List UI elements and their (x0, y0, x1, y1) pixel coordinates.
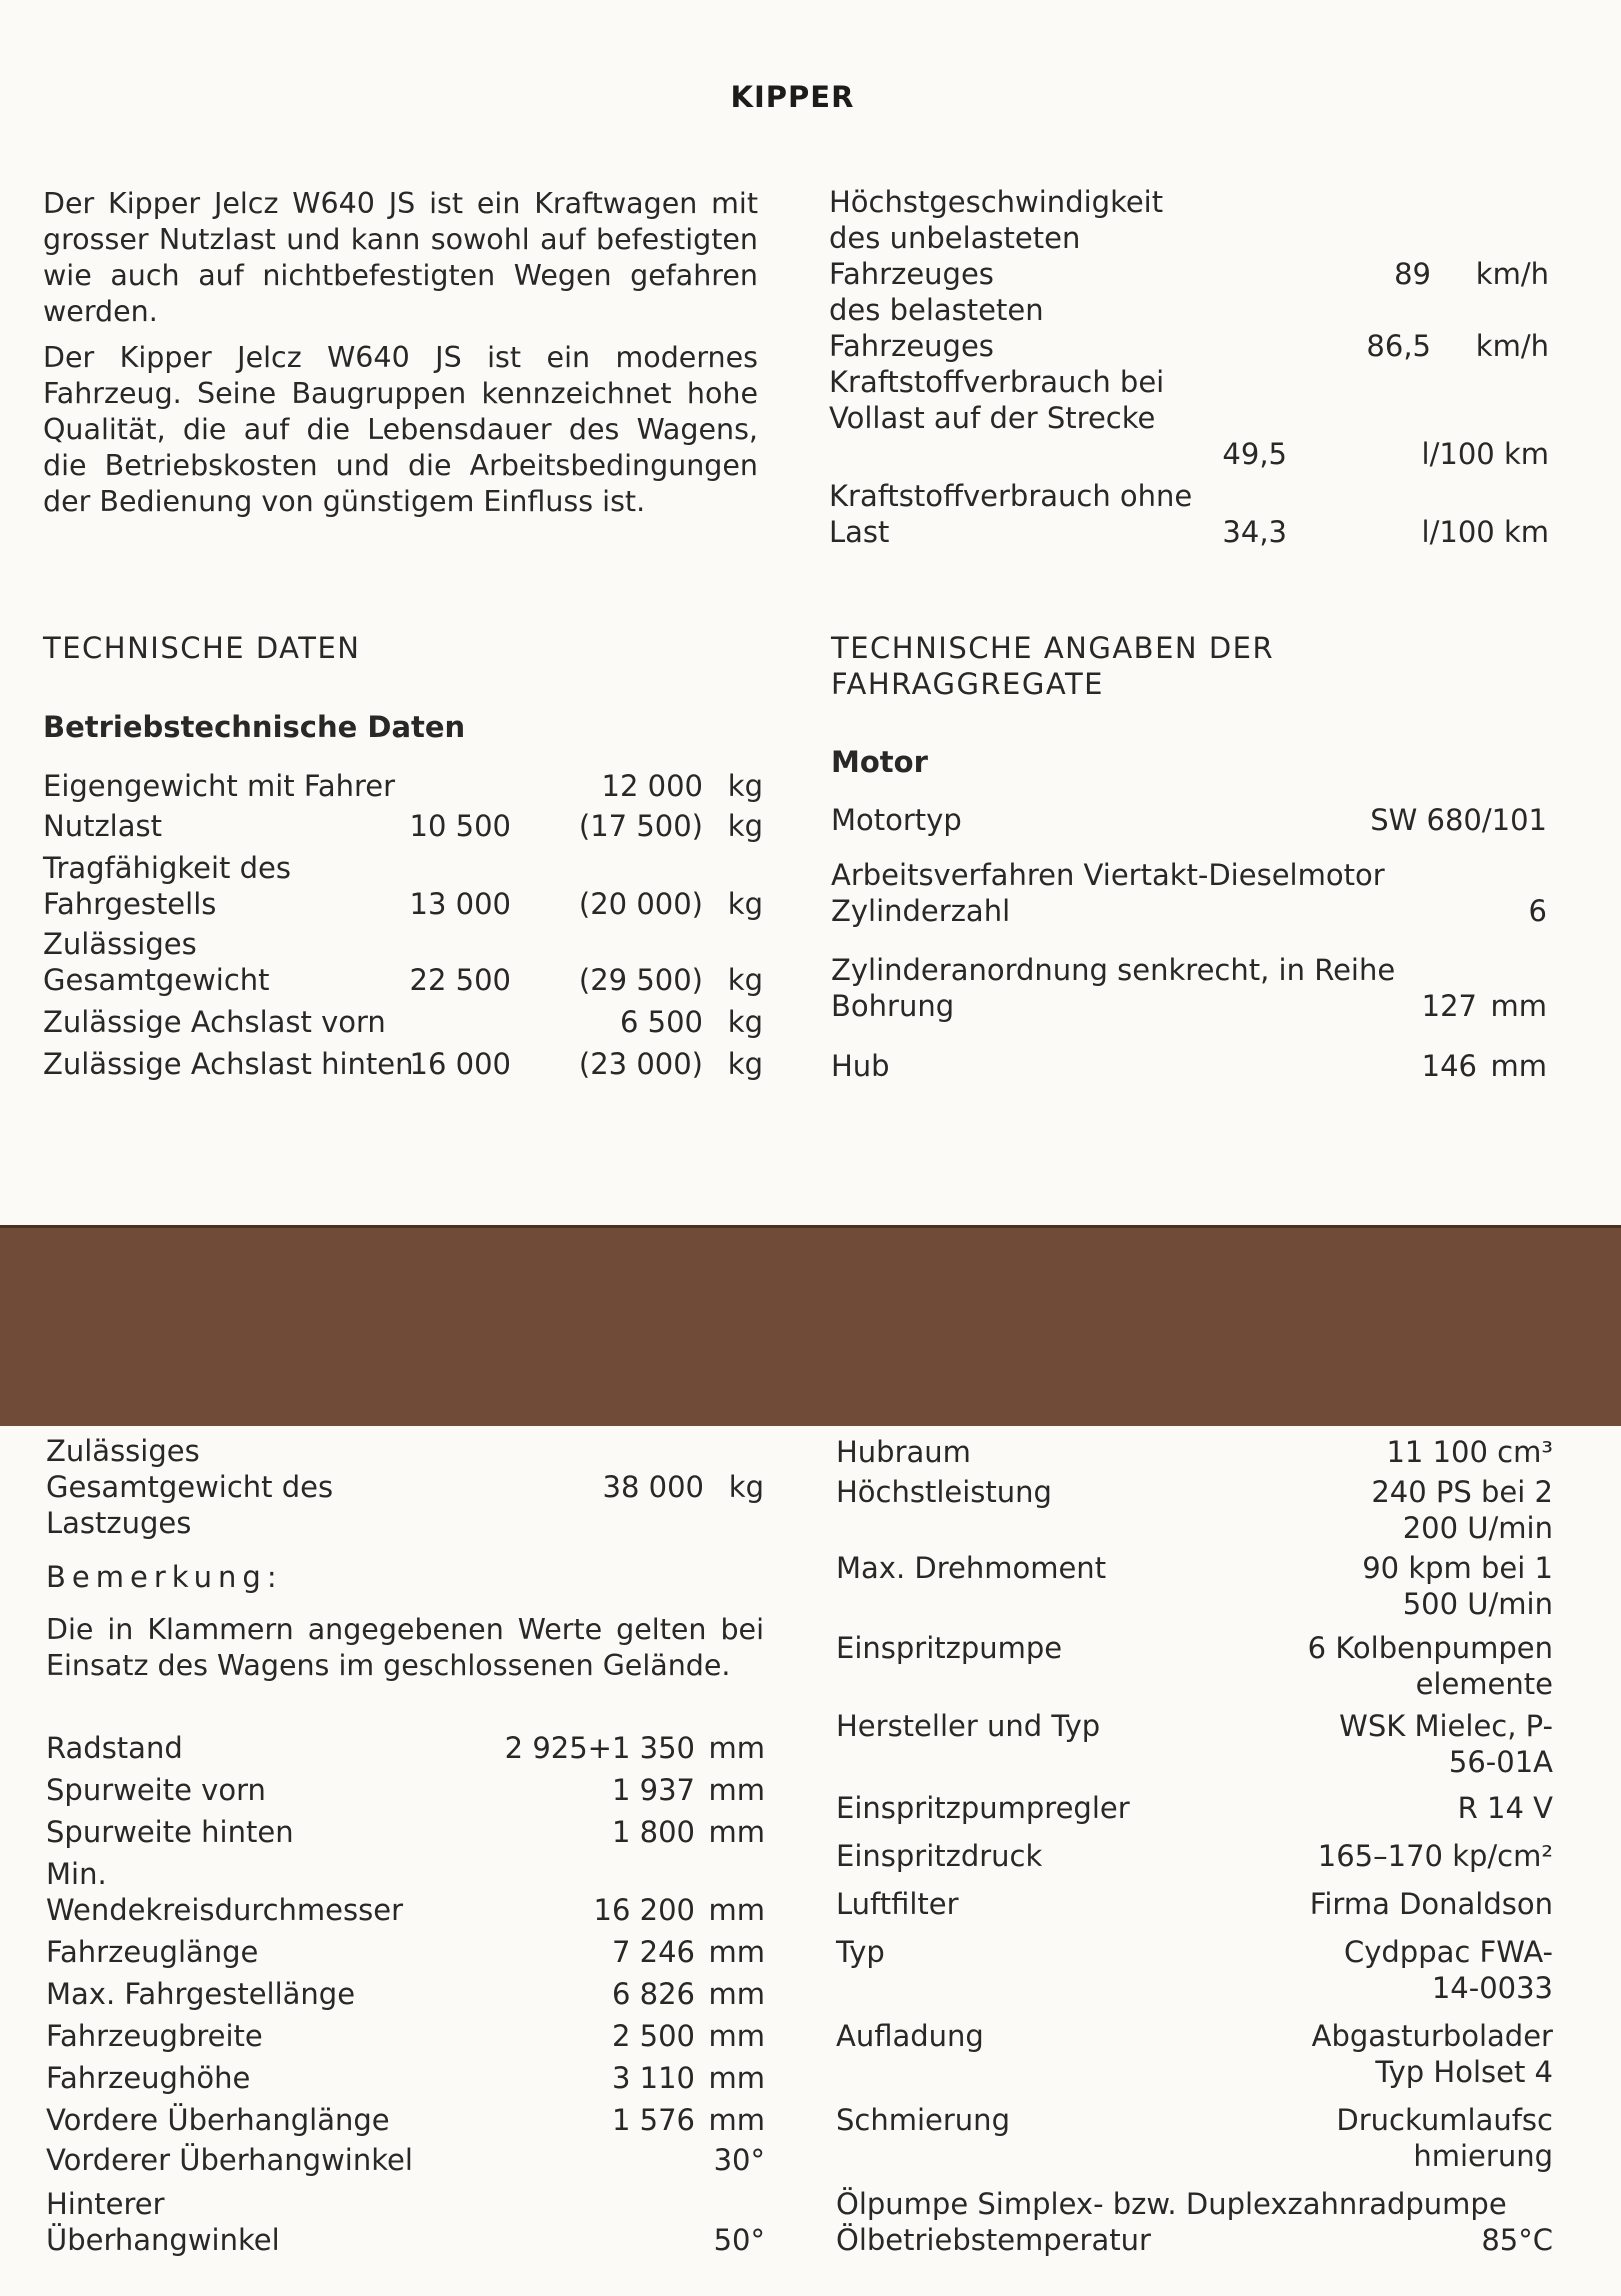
table-row (46, 1934, 765, 1974)
spec-unit: mm (708, 2019, 765, 2053)
table-row (46, 1856, 765, 1932)
spec-value: 10 500 (409, 809, 511, 843)
spec-label: Kraftstoffverbrauch ohne Last (829, 479, 1193, 549)
spec-label: Hubraum (836, 1435, 971, 1469)
section-subheading-motor: Motor (831, 745, 928, 779)
spec-unit: kg (727, 769, 763, 803)
spec-value: 16 000 (409, 1047, 511, 1081)
spec-row (829, 292, 1549, 364)
spec-label: Hinterer Überhangwinkel (46, 2187, 280, 2257)
spec-unit: l/100 km (1421, 515, 1549, 549)
table-row (46, 1976, 765, 2016)
spec-value: 12 000 (601, 769, 703, 803)
spec-value: 11 100 cm³ (1386, 1435, 1553, 1469)
spec-value: (20 000) (578, 887, 703, 921)
table-row (831, 857, 1547, 897)
section-heading-fahraggregate: TECHNISCHE ANGABEN DER FAHRAGGREGATE (831, 631, 1275, 701)
table-row (46, 1814, 765, 1854)
spec-unit: kg (727, 963, 763, 997)
table-row (46, 2102, 765, 2142)
performance-block (829, 184, 1549, 554)
spec-label: Arbeitsverfahren Viertakt-Dieselmotor (831, 858, 1385, 892)
spec-label: Zylinderzahl (831, 894, 1011, 928)
spec-label: Eigengewicht mit Fahrer (43, 769, 396, 803)
motor-table (831, 802, 1547, 1102)
table-row (43, 1046, 763, 1086)
spec-value: 22 500 (409, 963, 511, 997)
spec-unit: mm (708, 1977, 765, 2011)
table-row (46, 2186, 765, 2262)
spec-label: Einspritzpumpregler (836, 1791, 1130, 1825)
table-row (43, 808, 763, 848)
spec-unit: mm (1490, 989, 1547, 1023)
betrieb-table (43, 768, 763, 1098)
spec-unit: kg (727, 809, 763, 843)
table-row (831, 1048, 1547, 1088)
table-row (46, 2060, 765, 2100)
spec-label: Höchstleistung (836, 1475, 1052, 1509)
spec-value: 34,3 (1222, 515, 1287, 549)
section-subheading-betrieb: Betriebstechnische Daten (43, 710, 466, 744)
spec-label: Max. Fahrgestellänge (46, 1977, 356, 2011)
spec-unit: km/h (1475, 329, 1549, 363)
page-title: KIPPER (730, 80, 855, 114)
spec-value: (17 500) (578, 809, 703, 843)
spec-value: 86,5 (1366, 329, 1431, 363)
spec-label: Schmierung (836, 2103, 1010, 2137)
spec-row (829, 184, 1549, 292)
spec-label: Zulässiges Gesamtgewicht des Lastzuges (46, 1434, 334, 1540)
table-row (836, 1886, 1553, 1926)
spec-value: 50° (713, 2223, 765, 2257)
spec-value: (23 000) (578, 1047, 703, 1081)
table-row (836, 2018, 1553, 2094)
spec-label: Zulässige Achslast vorn (43, 1005, 386, 1039)
spec-unit: kg (727, 1047, 763, 1081)
spec-unit: mm (708, 1935, 765, 1969)
spec-label: Min. Wendekreisdurchmesser (46, 1857, 404, 1927)
spec-value: 16 200 (593, 1893, 695, 1927)
spec-value: 3 110 (611, 2061, 695, 2095)
table-row (836, 1630, 1553, 1706)
spec-value: Firma Donaldson (1309, 1887, 1553, 1921)
table-row (43, 1004, 763, 1044)
spec-label: Höchstgeschwindigkeit des unbelasteten Fahrzeuges (829, 185, 1164, 291)
spec-value: 146 (1421, 1049, 1477, 1083)
remark-heading: Bemerkung: (46, 1560, 283, 1594)
dimensions-table (46, 1730, 765, 2270)
table-row (831, 802, 1547, 842)
spec-label: Kraftstoffverbrauch bei Vollast auf der Strecke (829, 365, 1165, 435)
spec-value: 6 500 (619, 1005, 703, 1039)
spec-unit: mm (708, 2103, 765, 2137)
spec-unit: mm (708, 1731, 765, 1765)
spec-value: 127 (1421, 989, 1477, 1023)
table-row (831, 952, 1547, 992)
spec-label: Luftfilter (836, 1887, 959, 1921)
table-row (836, 1934, 1553, 2010)
table-row (836, 1790, 1553, 1830)
spec-value: 6 (1528, 894, 1547, 928)
spec-value: 2 500 (611, 2019, 695, 2053)
spec-unit: kg (727, 887, 763, 921)
spec-unit: mm (708, 1893, 765, 1927)
spec-value: 1 937 (611, 1773, 695, 1807)
table-row (836, 1550, 1553, 1626)
spec-label: Fahrzeugbreite (46, 2019, 263, 2053)
spec-label: Nutzlast (43, 809, 162, 843)
spec-value: 89 (1394, 257, 1431, 291)
spec-label: Ölpumpe Simplex- bzw. Duplexzahnradpumpe (836, 2187, 1507, 2221)
spec-label: Einspritzdruck (836, 1839, 1043, 1873)
spec-label: Einspritzpumpe (836, 1631, 1063, 1665)
spec-value: SW 680/101 (1370, 803, 1547, 837)
table-row (836, 2222, 1553, 2262)
spec-value: 1 800 (611, 1815, 695, 1849)
spec-value: 7 246 (611, 1935, 695, 1969)
spec-value: R 14 V (1457, 1791, 1553, 1825)
spec-value: 30° (713, 2143, 765, 2177)
spec-label: Spurweite hinten (46, 1815, 294, 1849)
spec-value: 6 Kolbenpumpenelemente (1307, 1631, 1553, 1701)
spec-unit: mm (1490, 1049, 1547, 1083)
intro-paragraph-2: Der Kipper Jelcz W640 JS ist ein modernes Fahrzeug. Seine Baugruppen kennzeichnet hohe Qualität, die auf die Lebensdauer des Wagens, die Betriebskosten und die Arbeitsbedingungen der Bedienung von günstigem Einfluss ist. (43, 341, 758, 518)
spec-label: Ölbetriebstemperatur (836, 2223, 1151, 2257)
spec-value: 90 kpm bei 1 500 U/min (1362, 1551, 1553, 1621)
spec-label: Zylinderanordnung senkrecht, in Reihe (831, 953, 1396, 987)
spec-label: des belasteten Fahrzeuges (829, 293, 1044, 363)
spec-label: Fahrzeughöhe (46, 2061, 251, 2095)
table-row (46, 2142, 765, 2182)
spec-unit: km/h (1475, 257, 1549, 291)
spec-label: Hub (831, 1049, 890, 1083)
table-row (836, 1838, 1553, 1878)
spec-unit: mm (708, 1773, 765, 1807)
spec-label: Max. Drehmoment (836, 1551, 1107, 1585)
table-row (836, 2186, 1553, 2226)
spec-label: Bohrung (831, 989, 955, 1023)
spec-unit: mm (708, 1815, 765, 1849)
table-row (43, 926, 763, 1002)
brown-divider-band (0, 1225, 1621, 1426)
spec-value: Abgasturbolader Typ Holset 4 (1311, 2019, 1553, 2089)
spec-unit: kg (727, 1005, 763, 1039)
table-row (43, 768, 763, 808)
table-row (836, 2102, 1553, 2178)
spec-unit: mm (708, 2061, 765, 2095)
spec-label: Fahrzeuglänge (46, 1935, 259, 1969)
intro-paragraph-1: Der Kipper Jelcz W640 JS ist ein Kraftwagen mit grosser Nutzlast und kann sowohl auf befestigten wie auch auf nichtbefestigten Wegen gefahren werden. (43, 187, 758, 328)
spec-value: WSK Mielec, P-56-01A (1339, 1709, 1553, 1779)
table-row (836, 1474, 1553, 1550)
spec-row (829, 364, 1549, 474)
spec-label: Aufladung (836, 2019, 984, 2053)
table-row (836, 1708, 1553, 1784)
spec-row (829, 478, 1549, 550)
table-row (46, 1730, 765, 1770)
spec-label: Zulässige Achslast hinten (43, 1047, 414, 1081)
table-row (836, 1434, 1553, 1474)
table-row (43, 850, 763, 926)
spec-value: 38 000 (602, 1470, 704, 1504)
spec-value: Druckumlaufschmierung (1336, 2103, 1553, 2173)
table-row (46, 1433, 764, 1540)
spec-label: Hersteller und Typ (836, 1709, 1101, 1743)
spec-unit: l/100 km (1421, 437, 1549, 471)
spec-value: 240 PS bei 2 200 U/min (1371, 1475, 1553, 1545)
spec-label: Motortyp (831, 803, 962, 837)
spec-value: 13 000 (409, 887, 511, 921)
spec-value: 1 576 (611, 2103, 695, 2137)
spec-value: 2 925+1 350 (504, 1731, 695, 1765)
spec-label: Vorderer Überhangwinkel (46, 2143, 413, 2177)
spec-label: Zulässiges Gesamtgewicht (43, 927, 270, 997)
spec-value: 49,5 (1222, 437, 1287, 471)
lastzug-row (46, 1433, 764, 1540)
spec-label: Vordere Überhanglänge (46, 2103, 390, 2137)
table-row (46, 1772, 765, 1812)
table-row (831, 893, 1547, 933)
spec-value: 6 826 (611, 1977, 695, 2011)
motor-details-table (836, 1434, 1553, 2284)
spec-label: Typ (836, 1935, 885, 1969)
spec-label: Spurweite vorn (46, 1773, 266, 1807)
spec-label: Radstand (46, 1731, 183, 1765)
section-heading-tech: TECHNISCHE DATEN (43, 631, 361, 665)
spec-value: 85°C (1481, 2223, 1553, 2257)
table-row (831, 988, 1547, 1028)
spec-label: Tragfähigkeit des Fahrgestells (43, 851, 291, 921)
remark-text: Die in Klammern angegebenen Werte gelten bei Einsatz des Wagens im geschlossenen Gelände. (46, 1613, 764, 1682)
spec-value: (29 500) (578, 963, 703, 997)
table-row (46, 2018, 765, 2058)
spec-unit: kg (728, 1470, 764, 1504)
spec-value: Cydppac FWA-14-0033 (1343, 1935, 1553, 2005)
spec-value: 165–170 kp/cm² (1317, 1839, 1553, 1873)
